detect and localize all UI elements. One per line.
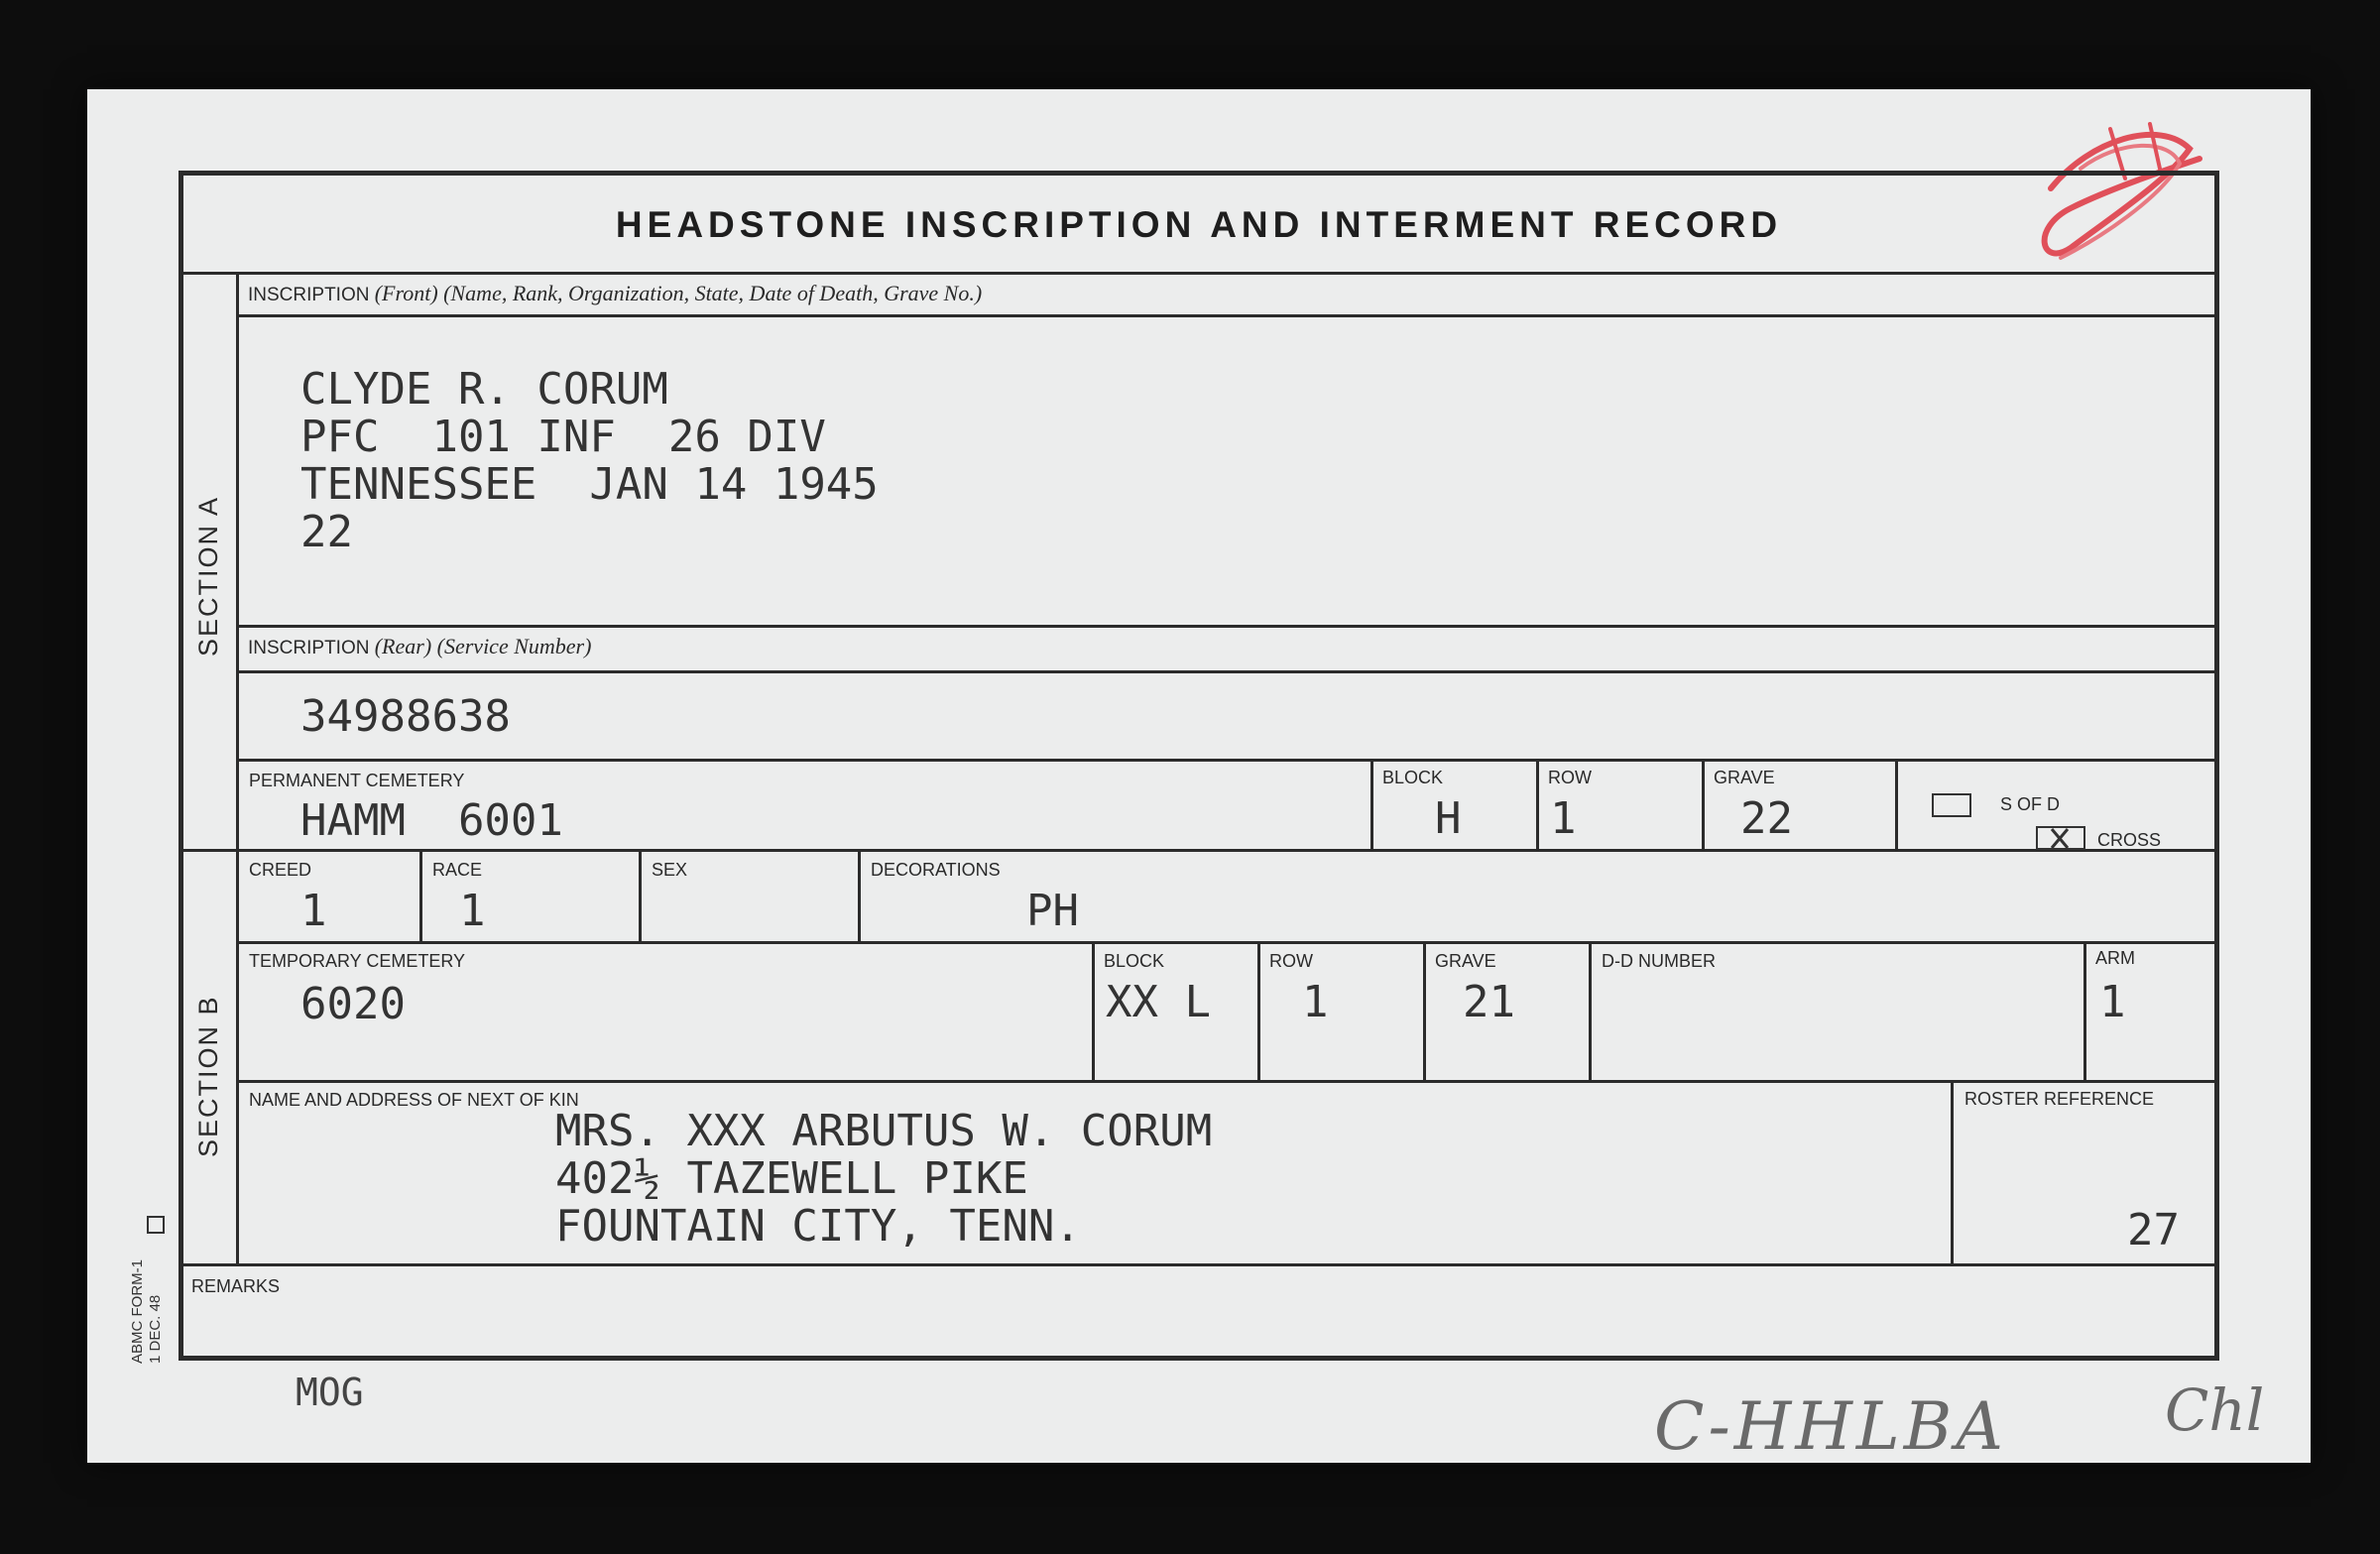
front-inscription-label: INSCRIPTION (Front) (Name, Rank, Organization, State, Date of Death, Grave No.) — [248, 281, 983, 305]
inscription-line-grave: 22 — [300, 507, 353, 557]
next-of-kin-label: NAME AND ADDRESS OF NEXT OF KIN — [249, 1090, 579, 1110]
temp-row-value: 1 — [1302, 977, 1329, 1027]
remarks-label: REMARKS — [191, 1276, 281, 1296]
roster-reference-label: ROSTER REFERENCE — [1964, 1089, 2155, 1109]
temp-block-label: BLOCK — [1104, 951, 1165, 971]
form-frame — [178, 171, 2219, 1361]
permanent-cemetery-value: HAMM 6001 — [300, 795, 563, 846]
sofd-label: S OF D — [2000, 794, 2061, 814]
front-inscription — [300, 366, 879, 556]
row-value: 1 — [1550, 793, 1577, 844]
permanent-cemetery-label: PERMANENT CEMETERY — [249, 771, 465, 790]
record-card — [87, 89, 2311, 1463]
nok-line-street: 402½ TAZEWELL PIKE — [555, 1153, 1028, 1204]
form-id — [129, 1259, 165, 1364]
row-label: ROW — [1548, 768, 1592, 787]
section-a-label: SECTION A — [193, 495, 223, 657]
grave-label: GRAVE — [1714, 768, 1775, 787]
handwritten-mark: Chl — [2165, 1376, 2265, 1444]
inscription-line-state-date: TENNESSEE JAN 14 1945 — [300, 459, 879, 510]
cross-checkbox[interactable] — [2036, 826, 2085, 850]
temporary-cemetery-value: 6020 — [300, 979, 406, 1029]
race-value: 1 — [459, 886, 486, 936]
arm-label: ARM — [2095, 948, 2135, 968]
cross-check-mark — [2038, 828, 2083, 850]
inscription-line-unit: PFC 101 INF 26 DIV — [300, 412, 826, 462]
block-label: BLOCK — [1382, 768, 1444, 787]
sofd-checkbox[interactable] — [1932, 793, 1971, 817]
creed-value: 1 — [300, 886, 327, 936]
grave-value: 22 — [1740, 793, 1793, 844]
arm-value: 1 — [2099, 977, 2126, 1027]
nok-line-city: FOUNTAIN CITY, TENN. — [555, 1201, 1081, 1252]
rear-inscription-label: INSCRIPTION (Rear) (Service Number) — [248, 634, 592, 658]
section-b-label: SECTION B — [193, 995, 223, 1157]
inscription-line-name: CLYDE R. CORUM — [300, 364, 668, 415]
race-label: RACE — [432, 860, 483, 880]
cross-label: CROSS — [2097, 830, 2162, 850]
form-id-checkbox[interactable] — [147, 1216, 165, 1234]
temp-grave-value: 21 — [1463, 977, 1515, 1027]
form-title: HEADSTONE INSCRIPTION AND INTERMENT RECORD — [615, 204, 1783, 245]
roster-reference-value: 27 — [2127, 1205, 2180, 1255]
block-value: H — [1435, 793, 1462, 844]
form-id-line2: 1 DEC. 48 — [147, 1294, 164, 1364]
temp-block-value: XX L — [1106, 977, 1211, 1027]
form-id-line1: ABMC FORM-1 — [129, 1259, 146, 1364]
service-number: 34988638 — [300, 691, 511, 742]
temp-row-label: ROW — [1269, 951, 1313, 971]
temporary-cemetery-label: TEMPORARY CEMETERY — [249, 951, 466, 971]
initials-stamp: MOG — [296, 1371, 364, 1414]
decorations-label: DECORATIONS — [871, 860, 1001, 880]
sex-label: SEX — [652, 860, 688, 880]
decorations-value: PH — [1026, 886, 1079, 936]
creed-label: CREED — [249, 860, 312, 880]
dd-number-label: D-D NUMBER — [1602, 951, 1716, 971]
next-of-kin-address — [555, 1108, 1212, 1251]
temp-grave-label: GRAVE — [1435, 951, 1496, 971]
nok-line-name: MRS. XXX ARBUTUS W. CORUM — [555, 1106, 1213, 1156]
handwritten-code: C-HHLBA — [1654, 1388, 2007, 1465]
